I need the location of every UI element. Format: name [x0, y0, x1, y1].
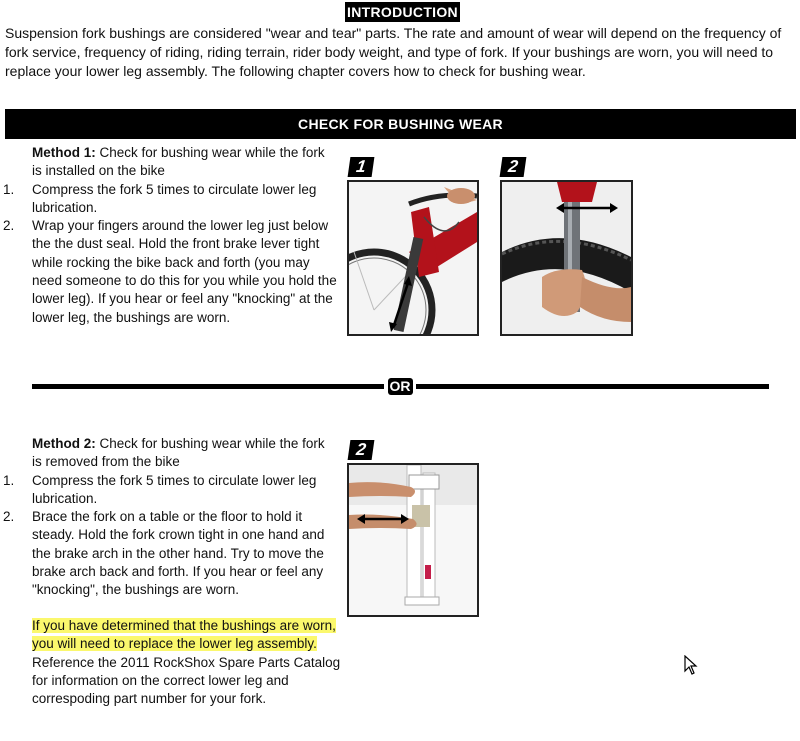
method-2-description: Check for bushing wear while the fork is removed from the bike [32, 436, 325, 470]
removed-fork-photo [347, 463, 479, 617]
method-2-section [3, 435, 338, 600]
step-text: Wrap your fingers around the lower leg just below the the dust seal. Hold the front brake lever tight while rocking the bike back and forth (you may need someone to do this for you while you hold the lower leg). If you hear or feel any "knocking" at the lower leg, the bushings are worn. [32, 218, 337, 325]
step-number: 1. [3, 472, 15, 488]
method-2-lead [3, 435, 338, 472]
photo-number-badge: 1 [348, 157, 375, 177]
method-1-description: Check for bushing wear while the fork is installed on the bike [32, 145, 325, 179]
introduction-heading: INTRODUCTION [345, 2, 460, 22]
method-2-title: Method 2: [32, 436, 96, 451]
method-2-step [3, 472, 338, 509]
hand-on-lower-leg-photo [500, 180, 633, 336]
method-1-lead [3, 144, 338, 181]
replacement-note [32, 617, 342, 708]
step-text: Brace the fork on a table or the floor to hold it steady. Hold the fork crown tight in one hand and the brake arch in the other hand. Try to move the brake arch back and forth. If you hear or feel any "knocking", the bushings are worn. [32, 509, 325, 598]
or-divider-label [384, 378, 416, 395]
method-1-step [3, 181, 338, 218]
photo-number-badge: 2 [348, 440, 375, 460]
mouse-cursor-icon [684, 655, 698, 680]
bike-fork-photo [347, 180, 479, 336]
step-number: 2. [3, 509, 15, 525]
step-text: Compress the fork 5 times to circulate lower leg lubrication. [32, 472, 317, 506]
step-number: 1. [3, 181, 15, 197]
method-1-step [3, 217, 338, 327]
note-rest-text: Reference the 2011 RockShox Spare Parts Catalog for information on the correct lower leg and correspoding part number for your fork. [32, 654, 341, 707]
introduction-paragraph: Suspension fork bushings are considered "wear and tear" parts. The rate and amount of wear will depend on the frequency of fork service, frequency of riding, riding terrain, rider body weight, and type of fork. If your bushings are worn, you will need to replace your lower leg assembly. The following chapter covers how to check for bushing wear. [5, 25, 782, 79]
highlighted-text: If you have determined that the bushings are worn, you will need to replace the lower leg assembly. [32, 618, 336, 652]
check-bushing-wear-heading: CHECK FOR BUSHING WEAR [5, 109, 796, 139]
or-text: OR [389, 378, 411, 394]
method-1-title: Method 1: [32, 145, 96, 160]
step-text: Compress the fork 5 times to circulate lower leg lubrication. [32, 181, 317, 215]
photo-number-badge: 2 [500, 157, 527, 177]
method-2-step [3, 508, 338, 599]
method-1-section [3, 144, 338, 327]
step-number: 2. [3, 218, 15, 234]
